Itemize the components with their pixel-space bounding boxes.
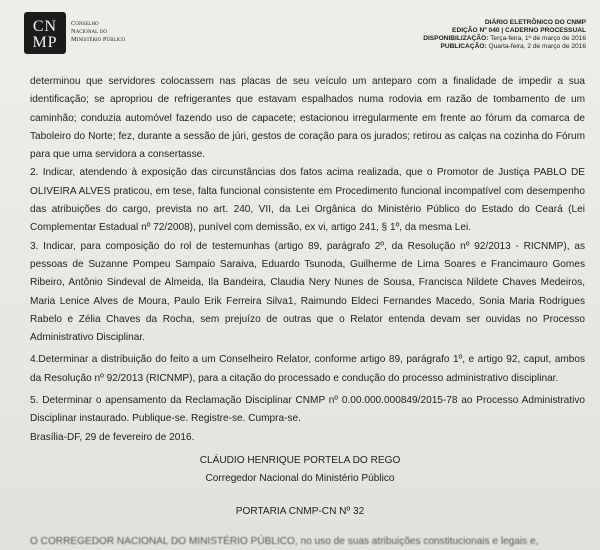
signatory-role: Corregedor Nacional do Ministério Público — [205, 473, 395, 484]
availability-line — [423, 35, 586, 43]
portaria-heading: PORTARIA CNMP-CN Nº 32 — [235, 506, 365, 517]
logo-letters: CN MP — [32, 18, 58, 51]
publication-line — [423, 43, 586, 51]
paragraph-item-3: 3. Indicar, para composição do rol de testemunhas (artigo 89, parágrafo 2º, da Resolução nº 92/2013 - RICNMP), as pessoas de Suzanne Pompeu Sampaio Saraiva, Eduardo Tsunoda, Guilherme de Lima Soares e Francimauro Gomes Ribeiro, Antônio Sindeval de Almeida, Ila Bandeira, Claudia Nery Nunes de Sousa, Francisca Nildete Chaves Medeiros, Maria Lenice Alves de Moura, Paulo Erik Ferreira Silva1, Raimundo Eldeci Fernandes Macedo, Sonia Maria Rodrigues Rabelo e Zélia Chaves da Rocha, sem prejuízo de outras que o Relator entenda devam ser ouvidas no Processo Administrativo Disciplinar. — [30, 240, 585, 344]
paragraph-item-5: 5. Determinar o apensamento da Reclamação Disciplinar CNMP nº 0.00.000.000849/2015-78 ao Processo Administrativo Disciplinar instaurado. Publique-se. Registre-se. Cumpra-se. — [30, 395, 585, 425]
cut-off-line: O CORREGEDOR NACIONAL DO MINISTÉRIO PÚBLICO, no uso de suas atribuições constitucionais e legais e, — [30, 536, 539, 547]
availability-label: DISPONIBILIZAÇÃO: — [423, 35, 489, 42]
logo-name-line: Ministério Público — [71, 36, 126, 43]
publication-label: PUBLICAÇÃO: — [440, 43, 487, 50]
journal-edition: EDIÇÃO Nº 040 | CADERNO PROCESSUAL — [452, 27, 586, 34]
paragraph-item-2: 2. Indicar, atendendo à exposição das circunstâncias dos fatos acima realizada, que o Promotor de Justiça PABLO DE OLIVEIRA ALVES praticou, em tese, falta funcional consistente em Procedimento funcional incompatível com desempenho das atribuições do cargo, prevista no art. 240, VII, da Lei Orgânica do Ministério Público do Estado do Ceará (Lei Complementar Estadual nº 72/2008), punível com demissão, ex vi, artigo 241, § 1º, da mesma Lei. — [30, 167, 585, 234]
logo-name-line: Nacional do — [71, 28, 108, 35]
logo-institution-name — [71, 20, 125, 44]
date-line: Brasília-DF, 29 de fevereiro de 2016. — [30, 431, 195, 443]
paragraph-item-4: 4.Determinar a distribuição do feito a um Conselheiro Relator, conforme artigo 89, parágrafo 1º, e artigo 92, caput, ambos da Resolução nº 92/2013 (RICNMP), para a citação do processado e condução do processo administrativo disciplinar. — [30, 354, 585, 384]
cnmp-logo — [24, 12, 66, 54]
logo-name-line: Conselho — [71, 20, 99, 27]
paragraph-continuation: determinou que servidores colocassem nas placas de seu veículo um anteparo com a finalidade de impedir a sua identificação; se apropriou de refrigerantes que estavam espalhados numa rodovia em razão de tombamento de um caminhão; conduzia automóvel fazendo uso de capacete; estacionou irregularmente em frente ao fórum da comarca de Taboleiro do Norte; fez, durante a sessão de júri, gestos de coração para os jurados; retirou as calças na cozinha do Fórum para que uma servidora a consertasse. — [30, 76, 585, 161]
signatory-name: CLÁUDIO HENRIQUE PORTELA DO REGO — [199, 455, 401, 466]
journal-title: DIÁRIO ELETRÔNICO DO CNMP — [484, 19, 586, 26]
availability-date: Terça-feira, 1º de março de 2016 — [488, 35, 586, 42]
publication-header — [423, 19, 586, 51]
publication-date: Quarta-feira, 2 de março de 2016 — [486, 43, 586, 50]
document-body — [30, 73, 585, 447]
